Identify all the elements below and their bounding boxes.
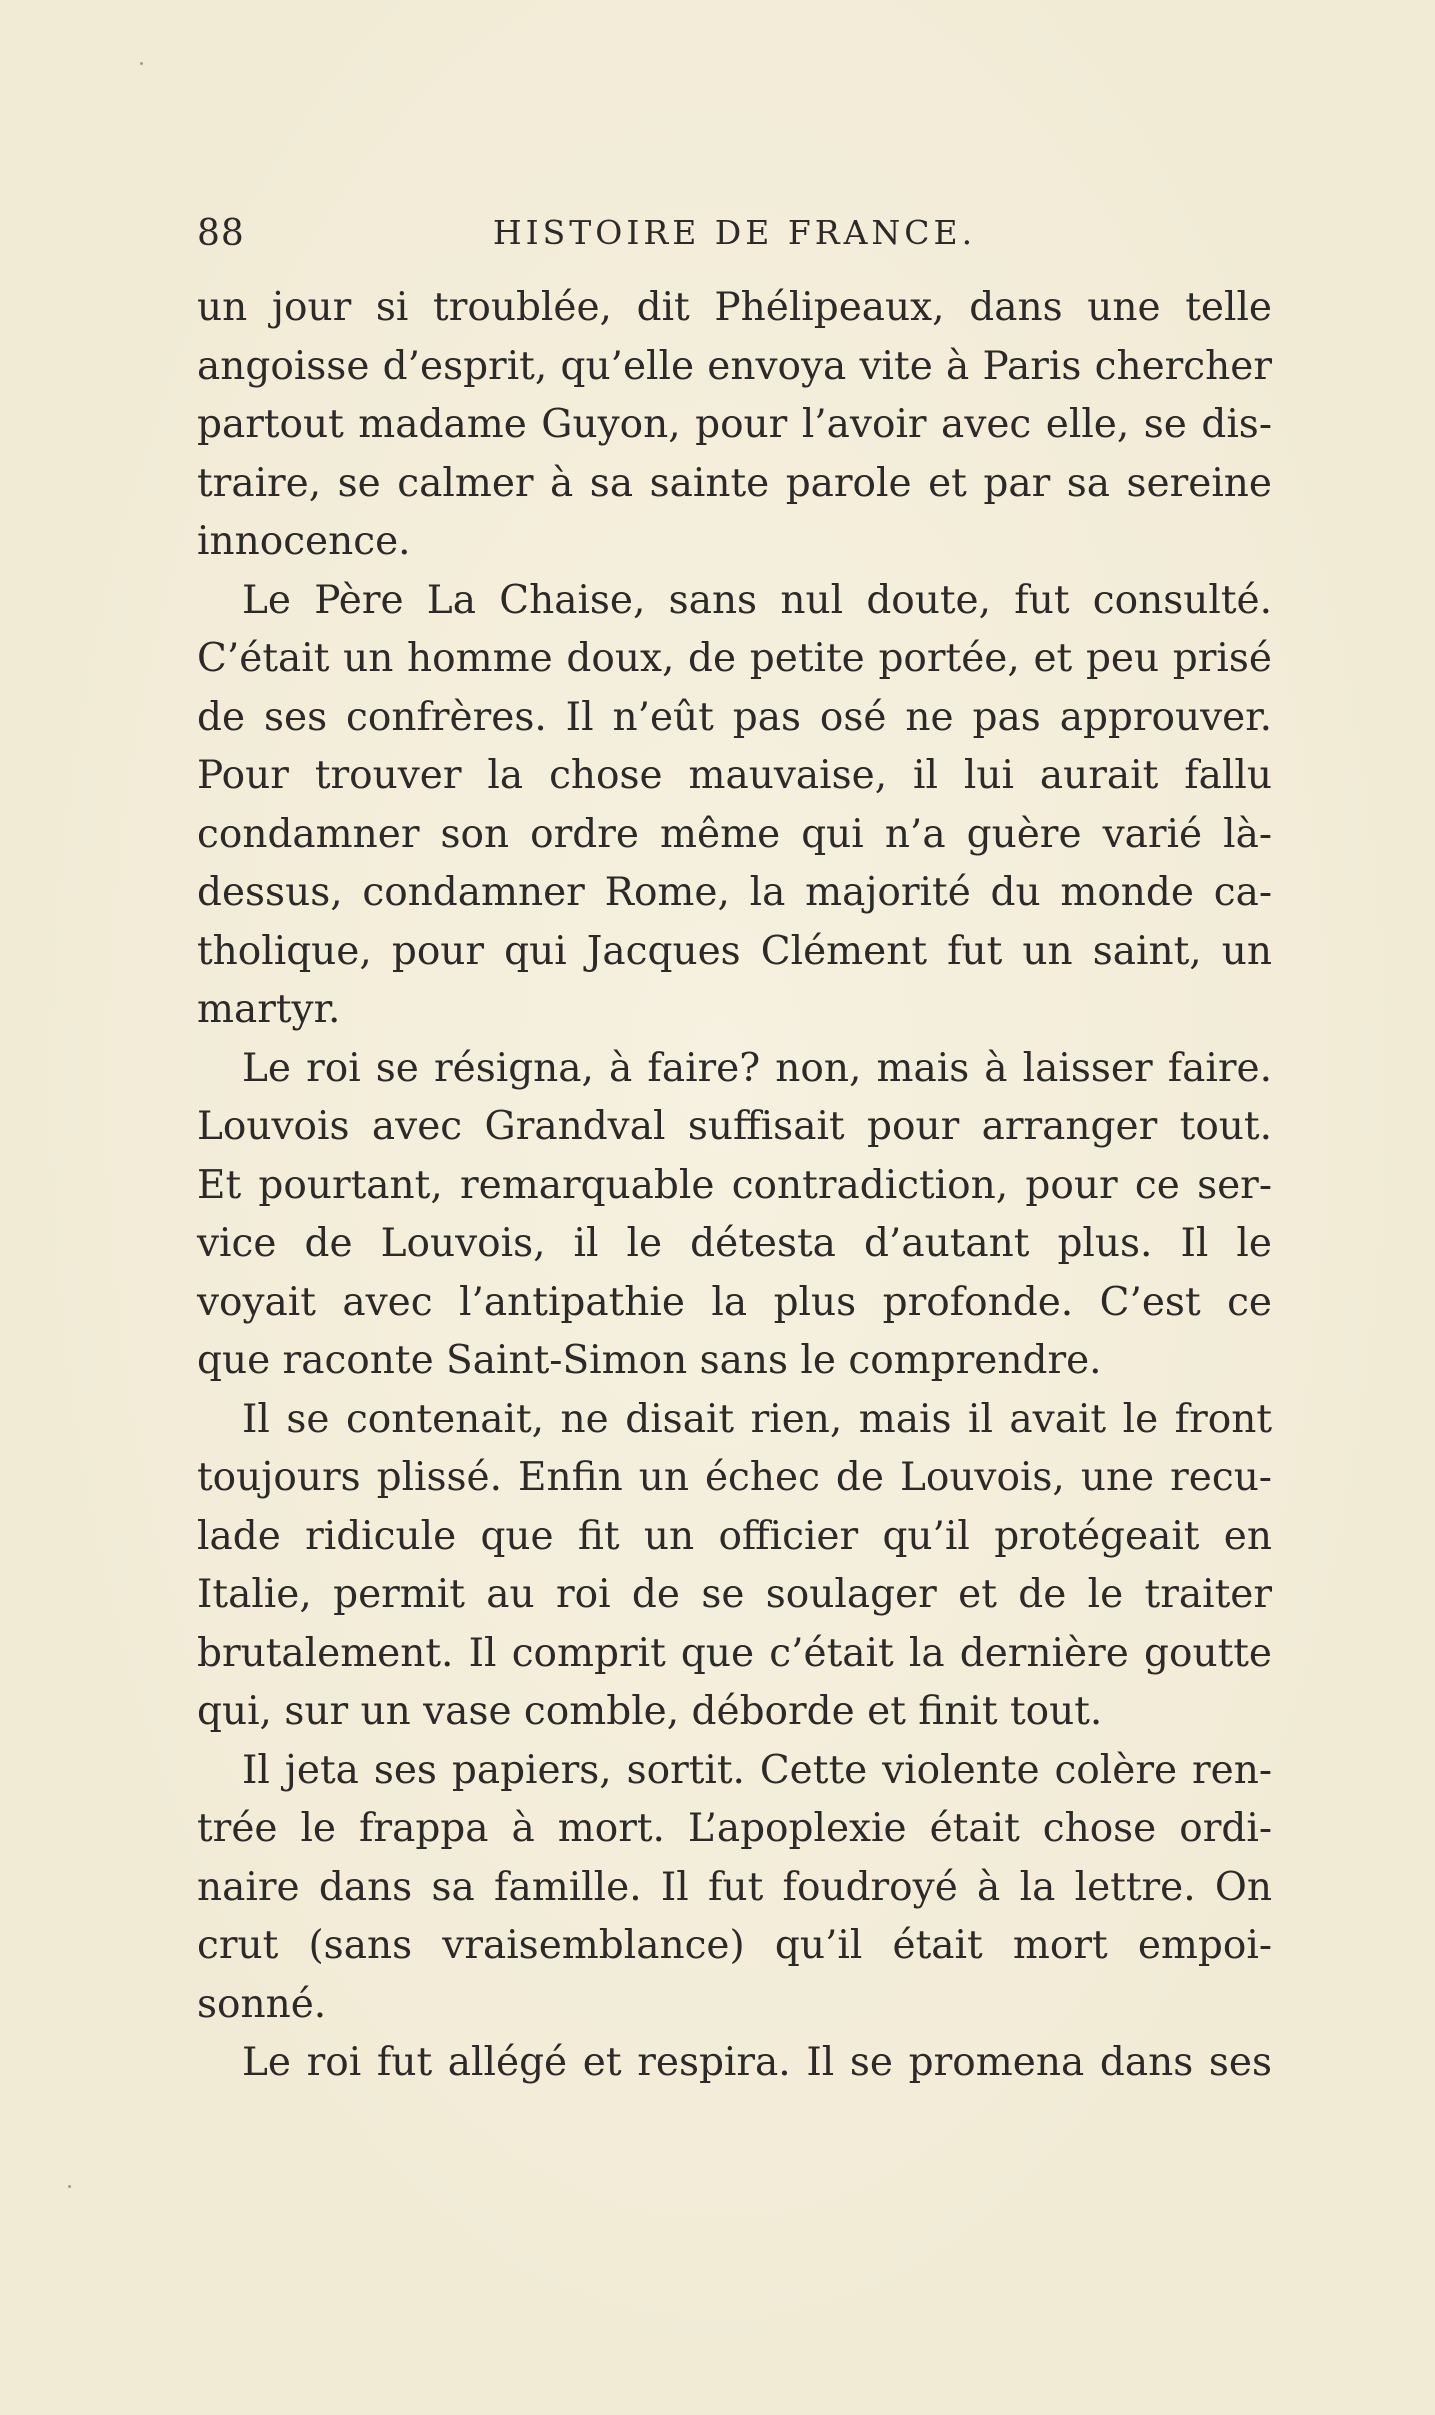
text-line: sonné.: [197, 1981, 327, 2027]
text-line: dessus, condamner Rome, la majorité du monde ca-: [197, 870, 1272, 915]
paper-speck: [68, 2185, 71, 2188]
text-line: traire, se calmer à sa sainte parole et par sa sereine: [197, 460, 1272, 506]
text-line: Pour trouver la chose mauvaise, il lui aurait fallu: [197, 753, 1272, 798]
paragraph-first-line: Le roi fut allégé et respira. Il se promena dans ses: [242, 2040, 1272, 2085]
text-line: condamner son ordre même qui n’a guère varié là-: [197, 811, 1272, 857]
text-line: voyait avec l’antipathie la plus profonde. C’est ce: [197, 1279, 1272, 1325]
running-title: HISTOIRE DE FRANCE.: [492, 213, 977, 252]
text-line: crut (sans vraisemblance) qu’il était mort empoi-: [197, 1923, 1272, 1968]
text-line: C’était un homme doux, de petite portée, et peu prisé: [197, 636, 1272, 681]
text-line: Italie, permit au roi de se soulager et de le traiter: [197, 1572, 1272, 1617]
paragraph-first-line: Il jeta ses papiers, sortit. Cette violente colère ren-: [242, 1747, 1272, 1793]
text-line: angoisse d’esprit, qu’elle envoya vite à Paris chercher: [197, 343, 1272, 389]
text-line: partout madame Guyon, pour l’avoir avec elle, se dis-: [197, 402, 1272, 447]
text-line: martyr.: [197, 987, 341, 1032]
text-line: toujours plissé. Enfin un échec de Louvois, une recu-: [197, 1455, 1272, 1500]
text-line: qui, sur un vase comble, déborde et finit tout.: [197, 1689, 1103, 1734]
text-line: lade ridicule que fit un officier qu’il protégeait en: [197, 1513, 1272, 1559]
paper-speck: [140, 62, 143, 65]
text-line: un jour si troublée, dit Phélipeaux, dans une telle: [197, 285, 1272, 330]
paragraph-first-line: Le Père La Chaise, sans nul doute, fut consulté.: [242, 577, 1272, 623]
paragraph-first-line: Le roi se résigna, à faire? non, mais à laisser faire.: [242, 1045, 1272, 1091]
text-line: de ses confrères. Il n’eût pas osé ne pas approuver.: [197, 694, 1272, 740]
text-line: brutalement. Il comprit que c’était la dernière goutte: [197, 1630, 1272, 1676]
paragraph-first-line: Il se contenait, ne disait rien, mais il avait le front: [242, 1396, 1272, 1442]
page-header: [197, 205, 1272, 265]
text-line: tholique, pour qui Jacques Clément fut un saint, un: [197, 928, 1272, 974]
text-line: Et pourtant, remarquable contradiction, pour ce ser-: [197, 1162, 1272, 1208]
text-line: que raconte Saint-Simon sans le comprendre.: [197, 1338, 1102, 1383]
text-line: innocence.: [197, 519, 411, 564]
text-line: Louvois avec Grandval suffisait pour arranger tout.: [197, 1104, 1272, 1149]
text-line: naire dans sa famille. Il fut foudroyé à la lettre. On: [197, 1864, 1272, 1910]
page-number: 88: [197, 213, 245, 254]
body-text: [197, 279, 1272, 2093]
text-line: trée le frappa à mort. L’apoplexie était chose ordi-: [197, 1806, 1272, 1851]
text-line: vice de Louvois, il le détesta d’autant plus. Il le: [197, 1221, 1272, 1266]
